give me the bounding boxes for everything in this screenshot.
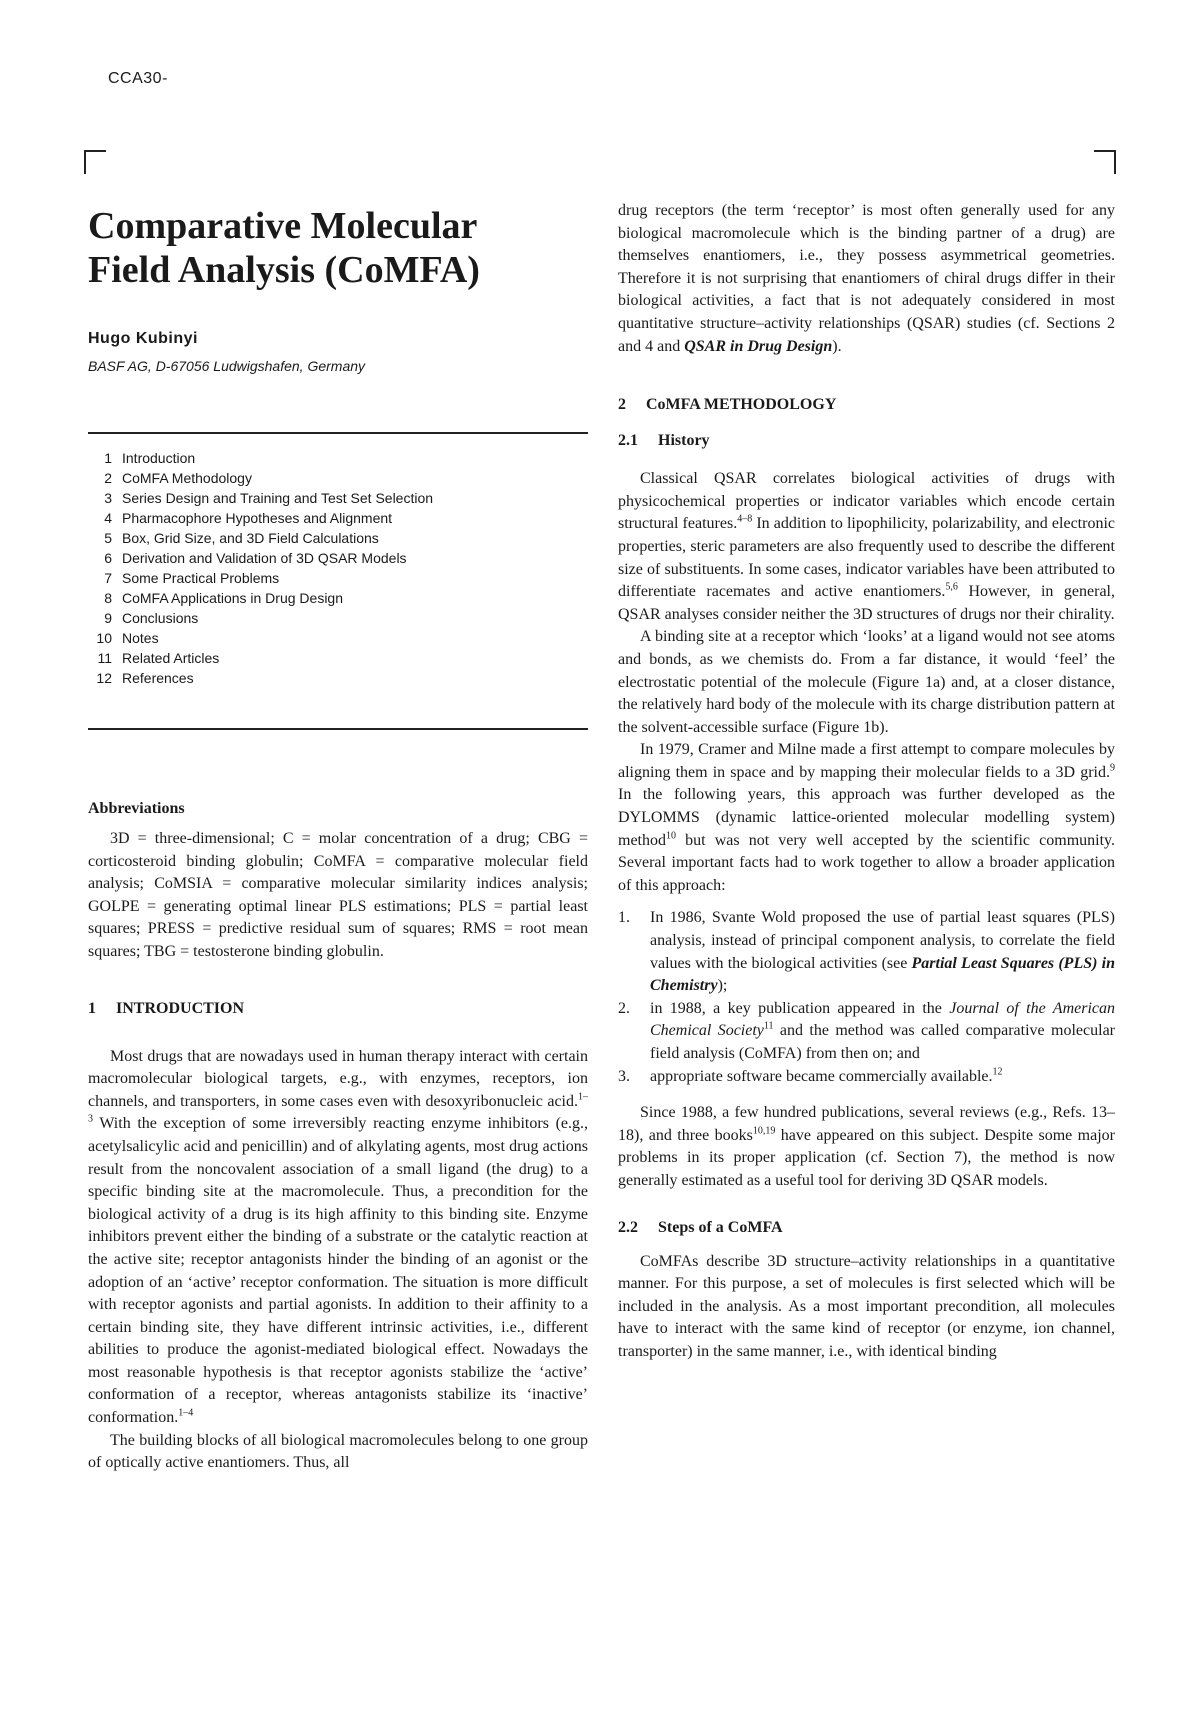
cross-reference-link[interactable]: Partial Least Squares (PLS) in Chemistry	[650, 954, 1115, 995]
toc-item-label: Introduction	[122, 450, 196, 466]
toc-item-label: References	[122, 670, 194, 686]
history-list	[618, 907, 1115, 1088]
author-name: Hugo Kubinyi	[88, 330, 198, 347]
toc-item-number: 6	[104, 550, 112, 566]
article-title	[88, 200, 588, 292]
title-line-2: Field Analysis (CoMFA)	[88, 249, 480, 291]
toc-item[interactable]	[88, 608, 588, 628]
toc-item[interactable]	[88, 528, 588, 548]
author-affiliation: BASF AG, D-67056 Ludwigshafen, Germany	[88, 358, 366, 374]
toc-item[interactable]	[88, 548, 588, 568]
toc-item-label: Pharmacophore Hypotheses and Alignment	[122, 510, 393, 526]
abbreviations-text: 3D = three-dimensional; C = molar concentration of a drug; CBG = corticosteroid binding globulin; CoMFA = comparative molecular field analysis; CoMSIA = comparative molecular similarity indices analysis; GOLPE = generating optimal linear PLS estimations; PLS = partial least squares; PRESS = predictive residual sum of squares; RMS = root mean squares; TBG = testosterone binding globulin.	[88, 830, 588, 960]
toc-item[interactable]	[88, 468, 588, 488]
left-column	[88, 200, 588, 1475]
subsection-number: 2.1	[618, 432, 638, 450]
toc-item-number: 2	[104, 470, 112, 486]
toc-item[interactable]	[88, 508, 588, 528]
citation-superscript: 10,19	[752, 1125, 776, 1137]
right-column	[618, 200, 1115, 1364]
subsection-2-2-heading	[618, 1219, 1115, 1237]
title-line-1: Comparative Molecular	[88, 205, 478, 247]
toc-item-number: 11	[97, 650, 112, 666]
section-number: 2	[618, 396, 626, 414]
list-number: 2.	[618, 999, 630, 1017]
section-number: 1	[88, 999, 96, 1017]
list-item: 2. in 1988, a key publication appeared in the Journal of the American Chemical Society$^{11}$ and the method was called comparative molecular field analysis (CoMFA) from then on; and	[618, 998, 1115, 1066]
history-paragraph-3: In 1979, Cramer and Milne made a first attempt to compare molecules by aligning them in space and by mapping their molecular fields to a 3D grid.$^9$ In the following years, this approach was further developed as the DYLOMMS (dynamic lattice-oriented molecular modelling system) method$^{10}$ but was not very well accepted by the scientific community. Several important facts had to work together to allow a broader application of this approach:	[618, 741, 1115, 894]
section-title: INTRODUCTION	[116, 999, 245, 1017]
toc-item-label: Related Articles	[122, 650, 220, 666]
toc-item-number: 1	[104, 450, 112, 466]
toc-item-number: 7	[104, 570, 112, 586]
subsection-number: 2.2	[618, 1218, 638, 1236]
abbreviations-heading: Abbreviations	[88, 800, 185, 817]
continued-paragraph: drug receptors (the term ‘receptor’ is most often generally used for any biological macromolecule which is the binding partner of a drug) are themselves enantiomers, i.e., they possess asymmetrical geometries. Therefore it is not surprising that enantiomers of chiral drugs differ in their biological activities, a fact that is not adequately considered in most quantitative structure–activity relationships (QSAR) studies (cf. Sections 2 and 4 and QSAR in Drug Design).	[618, 202, 1115, 355]
history-paragraph-4: Since 1988, a few hundred publications, several reviews (e.g., Refs. 13–18), and three books$^{10,19}$ have appeared on this subject. Despite some major problems in its proper application (cf. Section 7), the method is now generally estimated as a useful tool for deriving 3D QSAR models.	[618, 1104, 1116, 1189]
toc-item-number: 8	[104, 590, 112, 606]
toc-item-label: Series Design and Training and Test Set Selection	[122, 490, 434, 506]
list-number: 3.	[618, 1067, 630, 1085]
section-2-heading	[618, 396, 1115, 414]
citation-superscript: 4–8	[737, 514, 753, 526]
toc-item-label: Derivation and Validation of 3D QSAR Models	[122, 550, 407, 566]
toc-item[interactable]	[88, 668, 588, 688]
toc-item-number: 12	[96, 670, 112, 686]
toc-item-number: 9	[104, 610, 112, 626]
section-title: CoMFA METHODOLOGY	[646, 396, 837, 414]
toc-item[interactable]	[88, 488, 588, 508]
journal-name: Journal of the American Chemical Society	[650, 999, 1115, 1040]
toc-item-number: 4	[104, 510, 112, 526]
toc-bottom-rule	[88, 728, 588, 730]
list-item: 3. appropriate software became commercially available.$^{12}$	[618, 1066, 1115, 1089]
history-paragraph-2: A binding site at a receptor which ‘looks’ at a ligand would not see atoms and bonds, as we chemists do. From a far distance, it would ‘feel’ the electrostatic potential of the molecule (Figure 1a) and, at a closer distance, the relatively hard body of the molecule with its charge distribution pattern at the solvent-accessible surface (Figure 1b).	[618, 628, 1115, 736]
list-number: 1.	[618, 909, 630, 927]
crop-mark-left	[84, 150, 106, 174]
section-1-heading	[88, 1000, 588, 1018]
subsection-2-1-heading	[618, 432, 1115, 450]
citation-superscript: 12	[992, 1066, 1003, 1078]
subsection-title: Steps of a CoMFA	[658, 1218, 783, 1236]
citation-superscript: 9	[1110, 762, 1115, 774]
crop-mark-right	[1094, 150, 1116, 174]
page-code: CCA30-	[108, 70, 168, 87]
subsection-title: History	[658, 432, 710, 450]
toc-item-label: Some Practical Problems	[122, 570, 280, 586]
citation-superscript: 11	[763, 1021, 774, 1033]
toc-item-label: Box, Grid Size, and 3D Field Calculations	[122, 530, 379, 546]
steps-paragraph-1: CoMFAs describe 3D structure–activity relationships in a quantitative manner. For this purpose, a set of molecules is first selected which will be included in the analysis. As a most important precondition, all molecules have to interact with the same kind of receptor (or enzyme, ion channel, transporter) in the same manner, i.e., with identical binding	[618, 1252, 1115, 1360]
intro-paragraph-1: Most drugs that are nowadays used in human therapy interact with certain macromolecular biological targets, e.g., with enzymes, receptors, ion channels, and transporters, in some cases even with desoxyribonucleic acid.$^{1-3}$ With the exception of some irreversibly reacting enzyme inhibitors (e.g., acetylsalicylic acid and penicillin) and of alkylating agents, most drug actions result from the noncovalent association of a small ligand (the drug) to a specific binding site at the macromolecule. Thus, a precondition for the biological activity of a drug is its high affinity to this binding site. Enzyme inhibitors prevent either the binding of a substrate or the catalytic reaction at the active site; receptor antagonists hinder the binding of an agonist or the adoption of an ‘active’ receptor conformation. The situation is more difficult with receptor agonists and partial agonists. In addition to their affinity to a certain binding site, they have different intrinsic activities, i.e., different abilities to produce the agonist-mediated biological effect. Nowadays the most reasonable hypothesis is that receptor agonists stabilize the ‘active’ conformation of a receptor, whereas antagonists stabilize its ‘inactive’ conformation.$^{1-4}$	[88, 1047, 588, 1427]
toc-item[interactable]	[88, 588, 588, 608]
cross-reference-link[interactable]: QSAR in Drug Design	[684, 337, 833, 355]
table-of-contents	[88, 448, 588, 688]
citation-superscript: 1–3	[88, 1091, 588, 1126]
toc-item-label: CoMFA Applications in Drug Design	[122, 590, 343, 606]
toc-item[interactable]	[88, 628, 588, 648]
toc-item[interactable]	[88, 648, 588, 668]
toc-item[interactable]	[88, 568, 588, 588]
toc-item-number: 3	[104, 490, 112, 506]
toc-item-label: Conclusions	[122, 610, 199, 626]
citation-superscript: 10	[666, 830, 676, 842]
toc-item-label: Notes	[122, 630, 159, 646]
list-item: 1. In 1986, Svante Wold proposed the use of partial least squares (PLS) analysis, instead of principal component analysis, to correlate the field values with the biological activities (see Partial Least Squares (PLS) in Chemistry);	[618, 907, 1115, 997]
intro-paragraph-2: The building blocks of all biological macromolecules belong to one group of optically active enantiomers. Thus, all	[88, 1431, 588, 1472]
toc-top-rule	[88, 432, 588, 434]
history-paragraph-1: Classical QSAR correlates biological activities of drugs with physicochemical properties or indicator variables which encode certain structural features.$^{4-8}$ In addition to lipophilicity, polarizability, and electronic properties, steric parameters are also frequently used to describe the different size of substituents. In some cases, indicator variables have been attributed to differentiate racemates and active enantiomers.$^{5,6}$ However, in general, QSAR analyses consider neither the 3D structures of drugs nor their chirality.	[618, 470, 1116, 623]
toc-item-number: 5	[104, 530, 112, 546]
toc-item-number: 10	[96, 630, 112, 646]
citation-superscript: 5,6	[945, 581, 958, 593]
citation-superscript: 1–4	[178, 1407, 194, 1419]
toc-item[interactable]	[88, 448, 588, 468]
toc-item-label: CoMFA Methodology	[122, 470, 252, 486]
